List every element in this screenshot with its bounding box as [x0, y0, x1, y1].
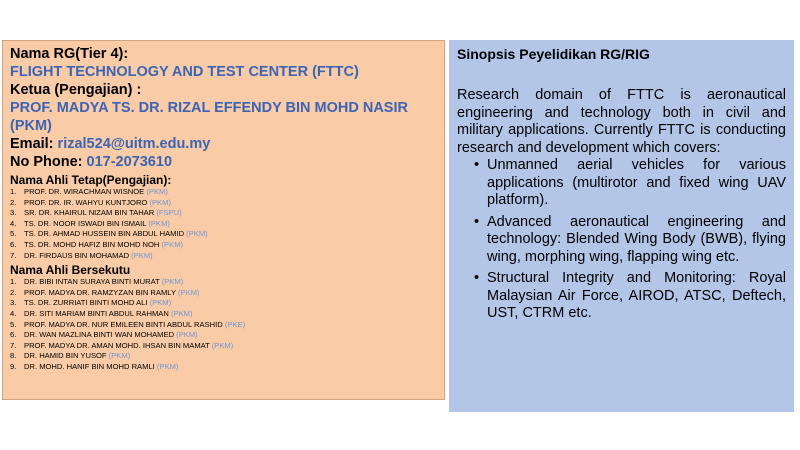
member-affiliation: (PKM) [131, 250, 153, 260]
member-number: 6. [10, 239, 17, 249]
associate-members-list [10, 277, 437, 372]
member-name: PROF. DR. WIRACHMAN WISNOE [24, 187, 147, 196]
member-number: 3. [10, 208, 17, 218]
member-affiliation: (PKM) [146, 187, 168, 196]
synopsis-intro: Research domain of FTTC is aeronautical engineering and technology both in civil and military applications. Currently FTTC is conducting research and development which covers: [457, 87, 786, 156]
member-affiliation: (PKM) [170, 308, 193, 318]
rg-name-label: Nama RG(Tier 4): [10, 46, 129, 62]
member-number: 2. [10, 287, 17, 297]
member-item [10, 208, 437, 219]
email-value[interactable]: rizal524@uitm.edu.my [57, 136, 211, 152]
member-affiliation: (PKM) [149, 298, 172, 308]
member-affiliation: (PKE) [224, 319, 246, 329]
member-affiliation: (PKM) [211, 340, 234, 350]
member-item [10, 187, 437, 198]
member-name: TS. DR. NOOR ISWADI BIN ISMAIL [24, 218, 149, 228]
member-number: 1. [10, 187, 17, 196]
member-affiliation: (PKM) [186, 229, 208, 239]
phone-label: No Phone: [10, 154, 87, 170]
member-item [10, 277, 437, 288]
member-affiliation: (PKM) [161, 239, 184, 249]
head-label: Ketua (Pengajian) : [10, 82, 142, 98]
member-number: 4. [10, 218, 17, 228]
member-item [10, 229, 437, 240]
synopsis-title: Sinopsis Peyelidikan RG/RIG [457, 46, 650, 62]
member-item [10, 198, 437, 209]
member-name: DR. BIBI INTAN SURAYA BINTI MURAT [24, 277, 162, 287]
member-number: 6. [10, 330, 17, 340]
synopsis-bullet-list [457, 157, 786, 323]
member-item [10, 240, 437, 251]
member-affiliation: (PKM) [108, 351, 131, 361]
member-number: 4. [10, 308, 17, 318]
member-number: 3. [10, 298, 17, 308]
email-label: Email: [10, 136, 58, 152]
research-group-info-panel [2, 40, 445, 400]
member-affiliation: (PKM) [156, 361, 179, 371]
member-item [10, 298, 437, 309]
member-affiliation: (PKM) [149, 197, 171, 207]
member-name: DR. WAN MAZLINA BINTI WAN MOHAMED [24, 330, 177, 340]
member-name: DR. MOHD. HANIF BIN MOHD RAMLI [24, 361, 157, 371]
research-synopsis-panel [449, 40, 794, 412]
member-number: 5. [10, 319, 17, 329]
member-number: 7. [10, 250, 17, 260]
member-name: TS. DR. MOHD HAFIZ BIN MOHD NOH [24, 239, 162, 249]
member-name: DR. SITI MARIAM BINTI ABDUL RAHMAN [24, 308, 171, 318]
member-item [10, 351, 437, 362]
head-name-value: PROF. MADYA TS. DR. RIZAL EFFENDY BIN MOHD NASIR (PKM) [10, 100, 408, 134]
member-item [10, 288, 437, 299]
member-name: SR. DR. KHAIRUL NIZAM BIN TAHAR [24, 208, 157, 218]
synopsis-bullet-item: • Unmanned aerial vehicles for various applications (multirotor and fixed wing UAV platform). [457, 157, 786, 210]
member-name: PROF. MADYA DR. AMAN MOHD. IHSAN BIN MAMAT [24, 340, 212, 350]
member-name: PROF. MADYA DR. RAMZYZAN BIN RAMLY [24, 287, 179, 297]
member-number: 1. [10, 277, 17, 287]
rg-name-value: FLIGHT TECHNOLOGY AND TEST CENTER (FTTC) [10, 64, 359, 80]
member-name: DR. HAMID BIN YUSOF [24, 351, 109, 361]
member-affiliation: (FSPU) [156, 208, 182, 218]
member-name: PROF. MADYA DR. NUR EMILEEN BINTI ABDUL RASHID [24, 319, 225, 329]
phone-row [10, 153, 437, 171]
member-name: TS. DR. AHMAD HUSSEIN BIN ABDUL HAMID [24, 229, 187, 239]
member-item [10, 330, 437, 341]
member-number: 8. [10, 351, 17, 361]
member-affiliation: (PKM) [148, 218, 170, 228]
member-affiliation: (PKM) [178, 287, 200, 297]
member-item [10, 219, 437, 230]
synopsis-bullet-item: • Structural Integrity and Monitoring: Royal Malaysian Air Force, AIROD, ATSC, Deftech, UST, CTRM etc. [457, 270, 786, 323]
member-item [10, 341, 437, 352]
fixed-members-title: Nama Ahli Tetap(Pengajian): [10, 173, 172, 187]
member-item [10, 320, 437, 331]
member-item [10, 251, 437, 262]
member-item [10, 362, 437, 373]
member-affiliation: (PKM) [176, 330, 198, 340]
member-number: 2. [10, 197, 17, 207]
member-number: 9. [10, 361, 17, 371]
synopsis-bullet-item: • Advanced aeronautical engineering and technology: Blended Wing Body (BWB), flying wing, morphing wing, flapping wing etc. [457, 214, 786, 267]
member-item [10, 309, 437, 320]
member-name: PROF. DR. IR. WAHYU KUNTJORO [24, 197, 150, 207]
member-number: 7. [10, 340, 17, 350]
email-row [10, 135, 437, 153]
member-name: TS. DR. ZURRIATI BINTI MOHD ALI [24, 298, 150, 308]
member-name: DR. FIRDAUS BIN MOHAMAD [24, 250, 132, 260]
member-affiliation: (PKM) [161, 277, 184, 287]
fixed-members-list [10, 187, 437, 261]
phone-value: 017-2073610 [86, 154, 173, 170]
associate-members-title: Nama Ahli Bersekutu [10, 263, 131, 278]
member-number: 5. [10, 229, 17, 239]
